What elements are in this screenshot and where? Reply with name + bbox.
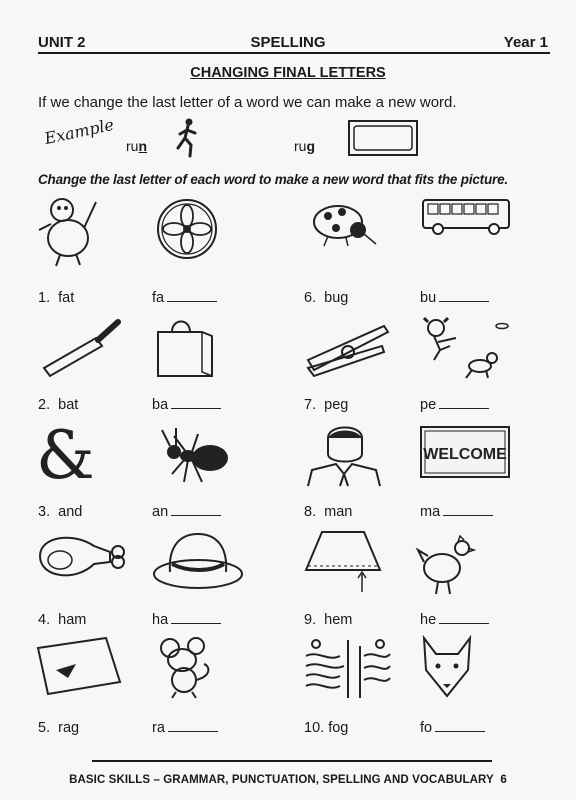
skirt-hem-icon xyxy=(304,530,384,597)
ant-icon xyxy=(154,424,234,491)
intro-text: If we change the last letter of a word we can make a new word. xyxy=(38,94,457,111)
hat-icon xyxy=(152,530,246,595)
year-label: Year 1 xyxy=(503,34,548,51)
cricket-bat-icon xyxy=(38,316,122,383)
item-word: 1. fat xyxy=(38,290,75,306)
item-word: 6. bug xyxy=(304,290,349,306)
ampersand-icon xyxy=(36,417,95,494)
welcome-sign-text: WELCOME xyxy=(423,446,507,463)
answer-blank[interactable]: ma xyxy=(420,504,493,520)
example-label: Example xyxy=(42,114,116,149)
item-word: 5. rag xyxy=(38,720,80,736)
instruction-text: Change the last letter of each word to make a new word that fits the picture. xyxy=(38,172,508,187)
bus-icon xyxy=(422,198,512,241)
answer-blank[interactable]: bu xyxy=(420,290,489,306)
ladybug-icon xyxy=(308,198,378,253)
page-number: 6 xyxy=(500,774,507,786)
item-word: 10. fog xyxy=(304,720,349,736)
answer-blank[interactable]: ra xyxy=(152,720,218,736)
rat-icon xyxy=(156,636,216,705)
item-word: 9. hem xyxy=(304,612,353,628)
subject-label: SPELLING xyxy=(250,34,326,51)
clothes-peg-icon xyxy=(304,320,390,383)
ham-leg-icon xyxy=(36,530,130,587)
header-rule xyxy=(38,52,550,54)
item-word: 8. man xyxy=(304,504,353,520)
fog-wind-icon xyxy=(304,636,392,705)
item-word: 2. bat xyxy=(38,397,79,413)
answer-blank[interactable]: he xyxy=(420,612,489,628)
answer-blank[interactable]: an xyxy=(152,504,221,520)
answer-blank[interactable]: fa xyxy=(152,290,217,306)
item-word: 3. and xyxy=(38,504,83,520)
svg-text:&: & xyxy=(36,417,95,494)
girl-and-dog-icon xyxy=(420,316,512,385)
unit-label: UNIT 2 xyxy=(38,34,86,51)
answer-blank[interactable]: ba xyxy=(152,397,221,413)
welcome-mat-icon xyxy=(420,426,512,485)
example-word-rug: rug xyxy=(294,138,316,154)
answer-blank[interactable]: pe xyxy=(420,397,489,413)
worksheet-title: CHANGING FINAL LETTERS xyxy=(190,65,386,81)
footer-rule xyxy=(92,760,492,762)
answer-blank[interactable]: fo xyxy=(420,720,485,736)
rag-icon xyxy=(36,636,122,701)
man-portrait-icon xyxy=(306,424,382,491)
running-person-icon xyxy=(174,118,200,163)
hen-icon xyxy=(418,530,474,601)
fan-icon xyxy=(156,198,218,265)
rug-icon xyxy=(348,120,418,161)
bag-icon xyxy=(154,316,216,383)
answer-blank[interactable]: ha xyxy=(152,612,221,628)
fox-icon xyxy=(420,636,474,705)
item-word: 4. ham xyxy=(38,612,87,628)
item-word: 7. peg xyxy=(304,397,349,413)
footer-text: BASIC SKILLS – GRAMMAR, PUNCTUATION, SPELLING AND VOCABULARY 6 xyxy=(69,774,507,786)
example-word-run: run xyxy=(126,138,148,154)
fat-man-icon xyxy=(36,194,102,273)
